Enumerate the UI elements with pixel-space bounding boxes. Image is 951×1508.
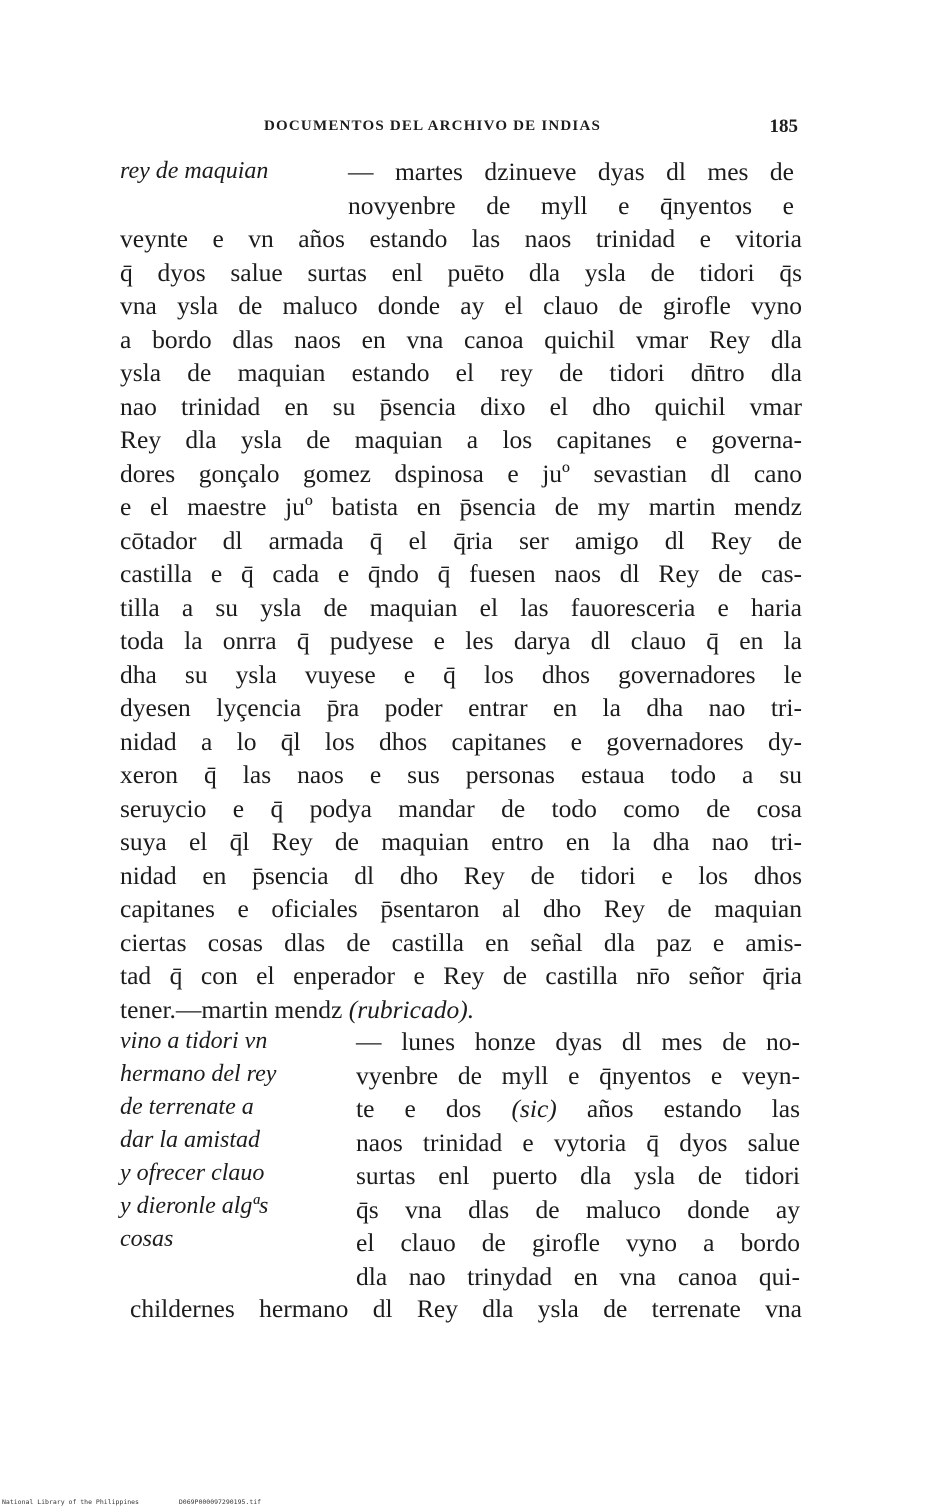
text-line: toda la onrra q̄ pudyese e les darya dl clauo q̄ en la [120,626,802,655]
text-line: capitanes e oficiales p̄sentaron al dho Rey de maquian [120,894,802,923]
running-head [120,118,800,142]
text-line: Rey dla ysla de maquian a los capitanes e governa- [120,425,802,454]
page-number: 185 [769,116,798,137]
text-line: suya el q̄l Rey de maquian entro en la dha nao tri- [120,827,802,856]
entry1-opening [348,155,794,222]
text-line: a bordo dlas naos en vna canoa quichil vmar Rey dla [120,324,802,354]
margin-note-line: y dieronle algªs [120,1193,269,1219]
text-line: e el maestre juº batista en p̄sencia de my martin mendz [120,492,802,521]
margin-note-rey-de-maquian: rey de maquian [120,158,269,184]
text-line: dyesen lyçencia p̄ra poder entrar en la dha nao tri- [120,693,802,722]
text-line: veynte e vn años estando las naos trinidad e vitoria [120,224,802,253]
entry2-body [356,1025,800,1293]
text-line: nidad a lo q̄l los dhos capitanes e governadores dy- [120,726,802,756]
margin-note-line: y ofrecer clauo [120,1160,265,1186]
text-line: novyenbre de myll e q̄nyentos e [348,190,794,220]
margin-note-terrenate [120,1025,276,1256]
text-line: ysla de maquian estando el rey de tidori dn̄tro dla [120,358,802,387]
line-text: te e dos [356,1094,482,1123]
text-line: el clauo de girofle vyno a bordo [356,1228,800,1257]
text-line-sic [356,1092,800,1126]
text-line: naos trinidad e vytoria q̄ dyos salue [356,1127,800,1157]
entry1-body [120,222,802,1026]
margin-note-line: cosas [120,1226,174,1252]
text-line: — lunes honze dyas dl mes de no- [356,1027,800,1056]
text-line: ciertas cosas dlas de castilla en señal dla paz e amis- [120,927,802,957]
library-credit: National Library of the Philippines [2,1498,139,1506]
text-line: nidad en p̄sencia dl dho Rey de tidori e los dhos [120,860,802,890]
text-line: dla nao trinydad en vna canoa qui- [356,1261,800,1291]
text-line: castilla e q̄ cada e q̄ndo q̄ fuesen naos dl Rey de cas- [120,559,802,588]
margin-note-line: hermano del rey [120,1061,277,1087]
text-line: tad q̄ con el enperador e Rey de castilla nr̄o señor q̄ria [120,961,802,990]
running-title: DOCUMENTOS DEL ARCHIVO DE INDIAS [264,118,602,134]
entry2-final [130,1292,802,1326]
margin-note-line: vino a tidori vn [120,1028,268,1054]
text-line: — martes dzinueve dyas dl mes de [348,157,794,186]
text-line: seruycio e q̄ podya mandar de todo como de cosa [120,793,802,823]
text-line: dores gonçalo gomez dspinosa e juº sevastian dl cano [120,458,802,488]
file-name: D069P000097290195.tif [178,1498,262,1506]
text-line: childernes hermano dl Rey dla ysla de terrenate vna [130,1294,802,1323]
closing-text: tener.—martin mendz [120,994,343,1024]
text-line: vna ysla de maluco donde ay el clauo de girofle vyno [120,291,802,320]
text-line: dha su ysla vuyese e q̄ los dhos governadores le [120,659,802,689]
text-line: tilla a su ysla de maquian el las fauoresceria e haria [120,592,802,622]
text-line: q̄s vna dlas de maluco donde ay [356,1194,800,1224]
text-line: nao trinidad en su p̄sencia dixo el dho quichil vmar [120,391,802,421]
margin-note-line: de terrenate a [120,1094,254,1120]
scan-footer [2,1498,297,1506]
text-line: vyenbre de myll e q̄nyentos e veyn- [356,1060,800,1090]
sic-note: (sic) [511,1094,557,1123]
text-line: xeron q̄ las naos e sus personas estaua todo a su [120,760,802,789]
margin-note-line: dar la amistad [120,1127,261,1153]
rubricado-note: (rubricado). [348,994,475,1024]
line-text: años estando las [586,1094,800,1123]
text-line: cōtador dl armada q̄ el q̄ria ser amigo dl Rey de [120,525,802,555]
text-line: q̄ dyos salue surtas enl puēto dla ysla de tidori q̄s [120,257,802,287]
text-line: surtas enl puerto dla ysla de tidori [356,1161,800,1190]
text-line-closing [120,993,802,1027]
